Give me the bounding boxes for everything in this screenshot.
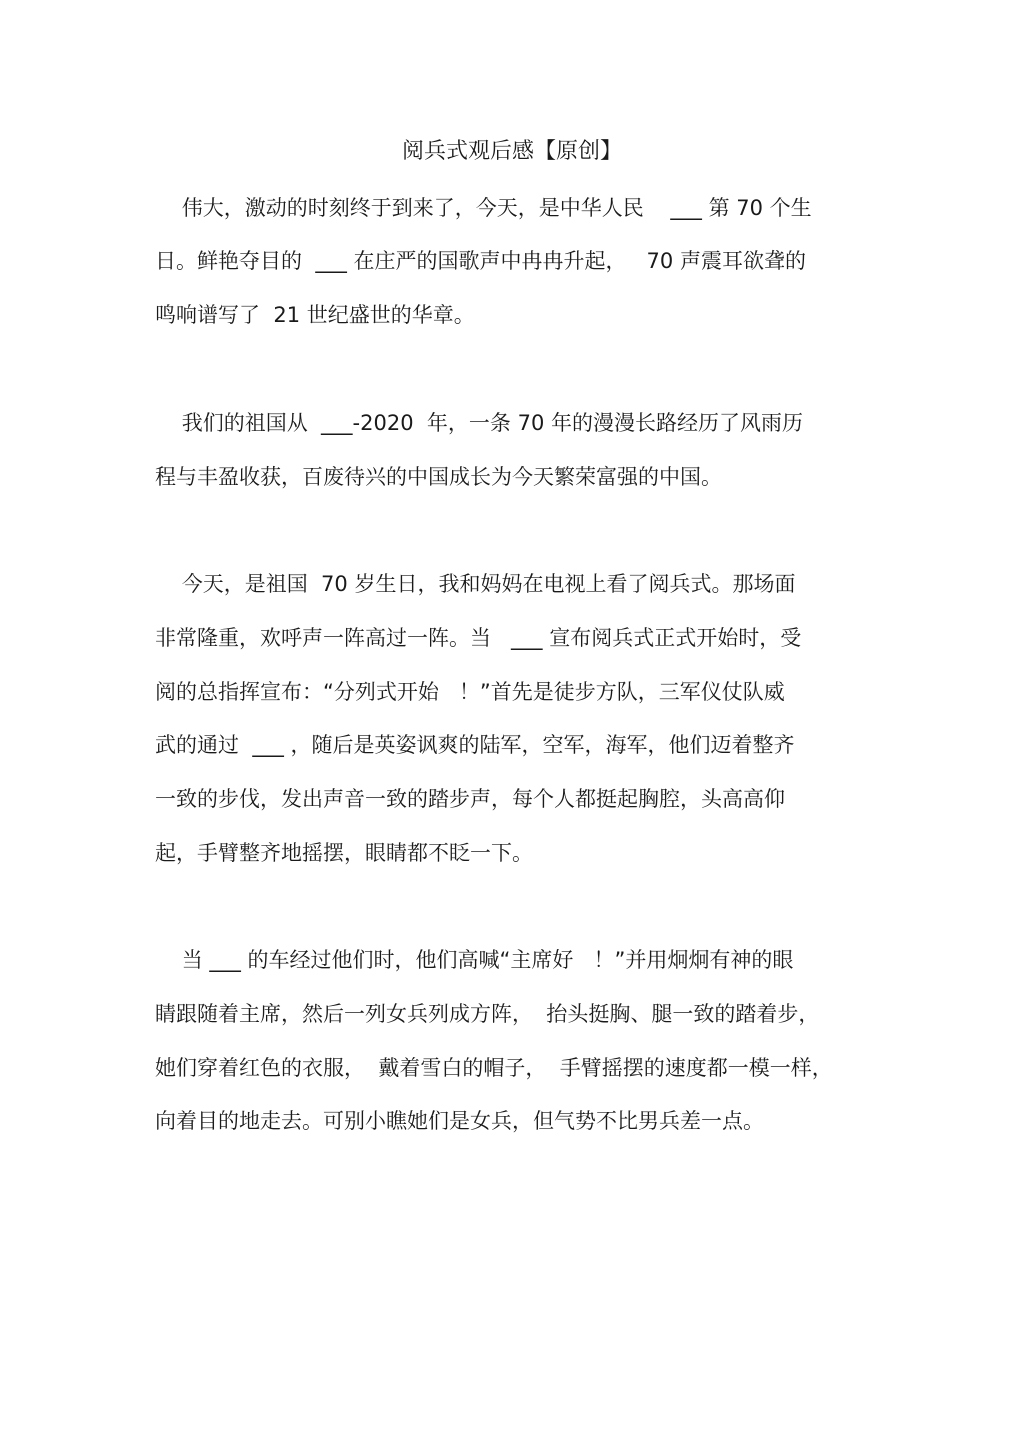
- paragraph-1-line-2: 日。鲜艳夺目的 ___ 在庄严的国歌声中冉冉升起， 70 声震耳欲聋的: [155, 249, 806, 273]
- paragraph-4-line-3: 她们穿着红色的衣服， 戴着雪白的帽子， 手臂摇摆的速度都一模一样，: [155, 1056, 833, 1080]
- document-title: 阅兵式观后感【原创】: [401, 139, 622, 164]
- paragraph-3-line-4: 武的通过 ___ ，随后是英姿讽爽的陆军，空军，海军，他们迈着整齐: [155, 733, 795, 757]
- paragraph-2-line-2: 程与丰盈收获，百废待兴的中国成长为今天繁荣富强的中国。: [155, 465, 722, 489]
- paragraph-3-line-3: 阅的总指挥宣布：“分列式开始 ！”首先是徒步方队，三军仪仗队威: [155, 680, 785, 704]
- paragraph-4-line-2: 睛跟随着主席，然后一列女兵列成方阵， 抬头挺胸、腿一致的踏着步，: [155, 1002, 820, 1026]
- paragraph-4-line-4: 向着目的地走去。可别小瞧她们是女兵，但气势不比男兵差一点。: [155, 1109, 764, 1133]
- paragraph-3-line-6: 起，手臂整齐地摇摆，眼睛都不眨一下。: [155, 841, 533, 865]
- paragraph-2-line-1: 我们的祖国从 ___-2020 年，一条 70 年的漫漫长路经历了风雨历: [155, 411, 803, 435]
- paragraph-3-line-1: 今天，是祖国 70 岁生日，我和妈妈在电视上看了阅兵式。那场面: [155, 572, 796, 596]
- paragraph-1-line-1: 伟大，激动的时刻终于到来了，今天，是中华人民 ___ 第 70 个生: [155, 196, 812, 220]
- paragraph-4-line-1: 当 ___ 的车经过他们时，他们高喊“主席好 ！”并用炯炯有神的眼: [155, 948, 794, 972]
- paragraph-3-line-5: 一致的步伐，发出声音一致的踏步声，每个人都挺起胸腔，头高高仰: [155, 787, 785, 811]
- paragraph-1-line-3: 鸣响谱写了 21 世纪盛世的华章。: [155, 303, 475, 327]
- paragraph-3-line-2: 非常隆重，欢呼声一阵高过一阵。当 ___ 宣布阅兵式正式开始时，受: [155, 626, 802, 650]
